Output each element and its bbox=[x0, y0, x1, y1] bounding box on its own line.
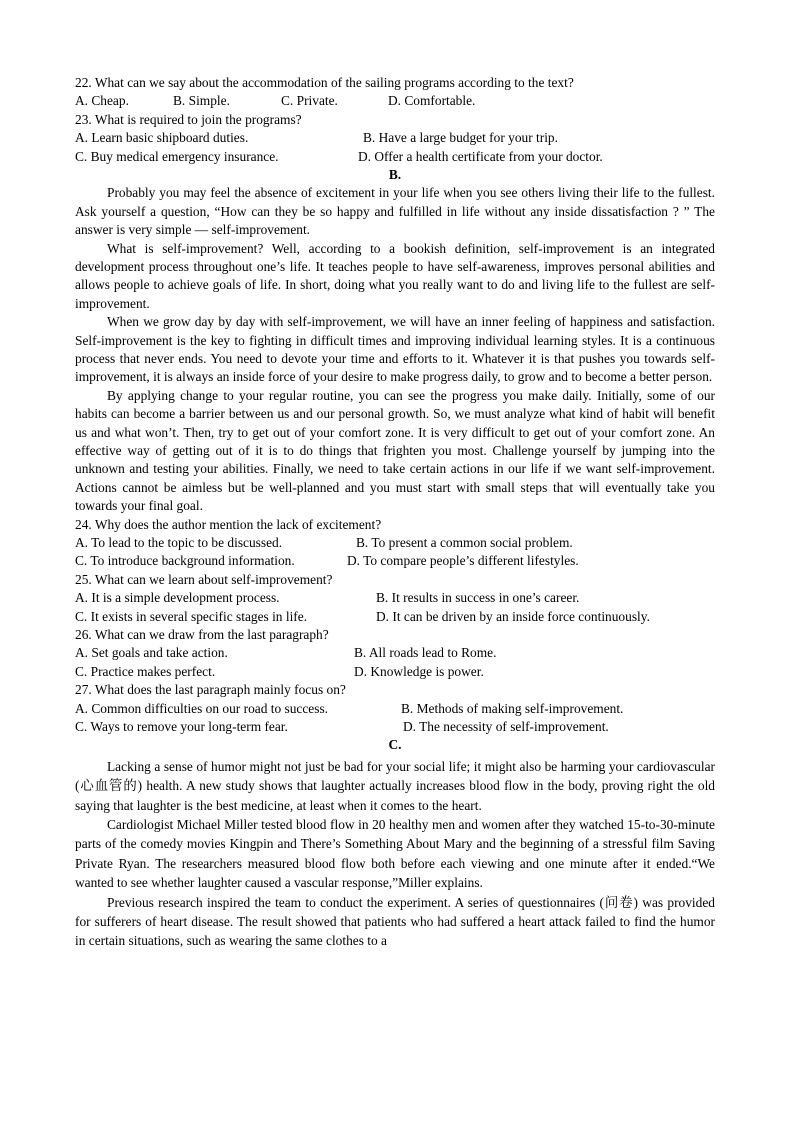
q23-option-a: A. Learn basic shipboard duties. bbox=[75, 130, 249, 146]
page-content bbox=[75, 74, 715, 951]
section-b-paragraph-1: Probably you may feel the absence of excitement in your life when you see others living their life to the fullest. Ask yourself a question, “How can they be so happy and fulfilled in life without any inside dissatisfaction ? ” The answer is very simple — self-improvement. bbox=[75, 185, 715, 238]
question-23: 23. What is required to join the programs? bbox=[75, 111, 302, 127]
q22-option-a: A. Cheap. bbox=[75, 93, 129, 109]
q25-option-c: C. It exists in several specific stages in life. bbox=[75, 608, 308, 624]
q24-options-row1 bbox=[75, 534, 715, 552]
section-b-paragraph-4: By applying change to your regular routine, you can see the progress you make daily. Initially, some of our habits can become a barrier between us and our personal growth. So, we must analyze what kind of habit will benefit us and what won’t. Then, try to get out of your comfort zone. It is very difficult to get out of your comfort zone. An effective way of getting out of it is to do things that frighten you most. Challenge yourself by jumping into the unknown and testing your abilities. Finally, we need to take certain actions in our life if we want self-improvement. Actions cannot be aimless but be well-planned and you must start with small steps that will eventually take you towards your final goal. bbox=[75, 387, 715, 514]
q27-option-a: A. Common difficulties on our road to success. bbox=[75, 700, 329, 716]
q25-option-a: A. It is a simple development process. bbox=[75, 590, 280, 606]
q27-option-c: C. Ways to remove your long-term fear. bbox=[75, 718, 288, 734]
q27-options-row2 bbox=[75, 718, 715, 736]
q25-options-row2 bbox=[75, 608, 715, 626]
q24-option-b: B. To present a common social problem. bbox=[356, 535, 573, 551]
q24-option-c: C. To introduce background information. bbox=[75, 553, 295, 569]
section-b-paragraph-2: What is self-improvement? Well, according to a bookish definition, self-improvement is an integrated development process throughout one’s life. It teaches people to have self-awareness, improves personal abilities and allows people to achieve goals of life. In short, doing what you really want to do and living life to the fullest are self-improvement. bbox=[75, 240, 715, 311]
question-22: 22. What can we say about the accommodation of the sailing programs according to the text? bbox=[75, 75, 574, 90]
question-25: 25. What can we learn about self-improvement? bbox=[75, 571, 333, 587]
q27-option-b: B. Methods of making self-improvement. bbox=[401, 700, 624, 716]
question-24: 24. Why does the author mention the lack of excitement? bbox=[75, 516, 382, 532]
q22-option-d: D. Comfortable. bbox=[388, 93, 476, 109]
q26-options-row1 bbox=[75, 644, 715, 662]
q22-option-b: B. Simple. bbox=[173, 93, 230, 109]
q23-options-row1 bbox=[75, 129, 715, 147]
q26-option-b: B. All roads lead to Rome. bbox=[354, 645, 497, 661]
q23-option-c: C. Buy medical emergency insurance. bbox=[75, 148, 279, 164]
section-c-paragraph-2: Cardiologist Michael Miller tested blood flow in 20 healthy men and women after they watched 15-to-30-minute parts of the comedy movies Kingpin and There’s Something About Mary and the beginning of a stressful film Saving Private Ryan. The researchers measured blood flow both before each viewing and one minute after it ended.“We wanted to see whether laughter caused a vascular response,”Miller explains. bbox=[75, 816, 715, 891]
question-22-options bbox=[75, 92, 715, 110]
q26-option-c: C. Practice makes perfect. bbox=[75, 663, 216, 679]
section-b-title: B. bbox=[388, 166, 402, 182]
q25-options-row1 bbox=[75, 589, 715, 607]
q23-options-row2 bbox=[75, 148, 715, 166]
q23-option-b: B. Have a large budget for your trip. bbox=[363, 130, 558, 146]
q26-option-d: D. Knowledge is power. bbox=[354, 663, 484, 679]
q26-option-a: A. Set goals and take action. bbox=[75, 645, 228, 661]
q22-option-c: C. Private. bbox=[281, 93, 338, 109]
q24-option-d: D. To compare people’s different lifestyles. bbox=[347, 553, 579, 569]
q23-option-d: D. Offer a health certificate from your doctor. bbox=[358, 148, 603, 164]
q25-option-b: B. It results in success in one’s career. bbox=[376, 590, 580, 606]
question-27: 27. What does the last paragraph mainly focus on? bbox=[75, 682, 346, 698]
question-26: 26. What can we draw from the last paragraph? bbox=[75, 627, 329, 642]
section-c-title: C. bbox=[388, 737, 402, 753]
q27-option-d: D. The necessity of self-improvement. bbox=[403, 718, 609, 734]
section-c-paragraph-3: Previous research inspired the team to conduct the experiment. A series of questionnaires (问卷) was provided for sufferers of heart disease. The result showed that patients who had suffered a heart attack failed to find the humor in certain situations, such as wearing the same clothes to a bbox=[75, 894, 715, 949]
section-b-paragraph-3: When we grow day by day with self-improvement, we will have an inner feeling of happiness and satisfaction. Self-improvement is the key to fighting in difficult times and improving individual learning styles. It is a continuous process that never ends. You need to devote your time and efforts to it. Whatever it is that pushes you towards self-improvement, it is always an inside force of your desire to make progress daily, to grow and to become a better person. bbox=[75, 314, 715, 385]
section-c-paragraph-1: Lacking a sense of humor might not just be bad for your social life; it might also be harming your cardiovascular (心血管的) health. A new study shows that laughter actually increases blood flow in the body, proving right the old saying that laughter is the best medicine, at least when it comes to the heart. bbox=[75, 758, 715, 813]
q27-options-row1 bbox=[75, 700, 715, 718]
q24-options-row2 bbox=[75, 552, 715, 570]
q24-option-a: A. To lead to the topic to be discussed. bbox=[75, 535, 283, 551]
q25-option-d: D. It can be driven by an inside force continuously. bbox=[376, 608, 650, 624]
q26-options-row2 bbox=[75, 663, 715, 681]
